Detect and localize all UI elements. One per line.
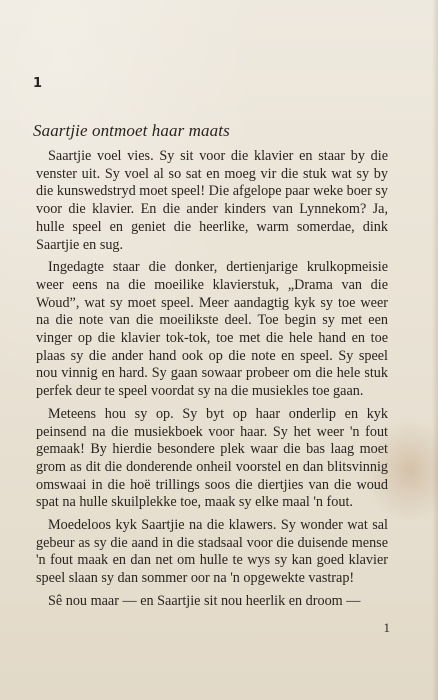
paragraph: Meteens hou sy op. Sy byt op haar onderlip en kyk peinsend na die musiekboek voor haar. Sy het weer 'n fout gemaak! By hierdie besondere plek waar die bas laag moet grom as dit die donderende onheil voorstel en dan blitsvinnig omswaai in die hoë trillings soos die diertjies van die woud spat na hulle skuilplekke toe, maak sy elke maal 'n fout. — [36, 405, 388, 511]
chapter-title: Saartjie ontmoet haar maats — [33, 121, 230, 140]
chapter-number: 1 — [33, 76, 43, 91]
body-text — [36, 148, 388, 611]
paragraph: Sê nou maar — en Saartjie sit nou heerlik en droom — — [48, 592, 361, 609]
paragraph: Moedeloos kyk Saartjie na die klawers. Sy wonder wat sal gebeur as sy die aand in die stadsaal voor die duisende mense 'n fout maak en dan net om hulle te wys sy kan goed klavier speel slaan sy dan sommer oor na 'n opgewekte vastrap! — [36, 517, 388, 587]
paragraph: Saartjie voel vies. Sy sit voor die klavier en staar by die venster uit. Sy voel al so sat en moeg vir die stuk wat sy by die kunswedstryd moet speel! Die afgelope paar weke boer sy voor die klavier. En die ander kinders van Lynnekom? Ja, hulle speel en geniet die heerlike, warm somerdae, dink Saartjie en sug. — [36, 148, 388, 253]
page-number: 1 — [383, 620, 390, 635]
paragraph: Ingedagte staar die donker, dertienjarige krulkopmeisie weer eens na die moeilike klavierstuk, „Drama van die Woud”, wat sy moet speel. Meer aandagtig kyk sy toe weer na die note van die moeilikste deel. Toe begin sy met een vinger op die klavier tok-tok, toe met die hele hand en toe plaas sy die ander hand ook op die note en speel. Sy speel nou vinnig en hard. Sy gaan sowaar probeer om die hele stuk perfek deur te speel voordat sy na die musiekles toe gaan. — [36, 259, 388, 400]
